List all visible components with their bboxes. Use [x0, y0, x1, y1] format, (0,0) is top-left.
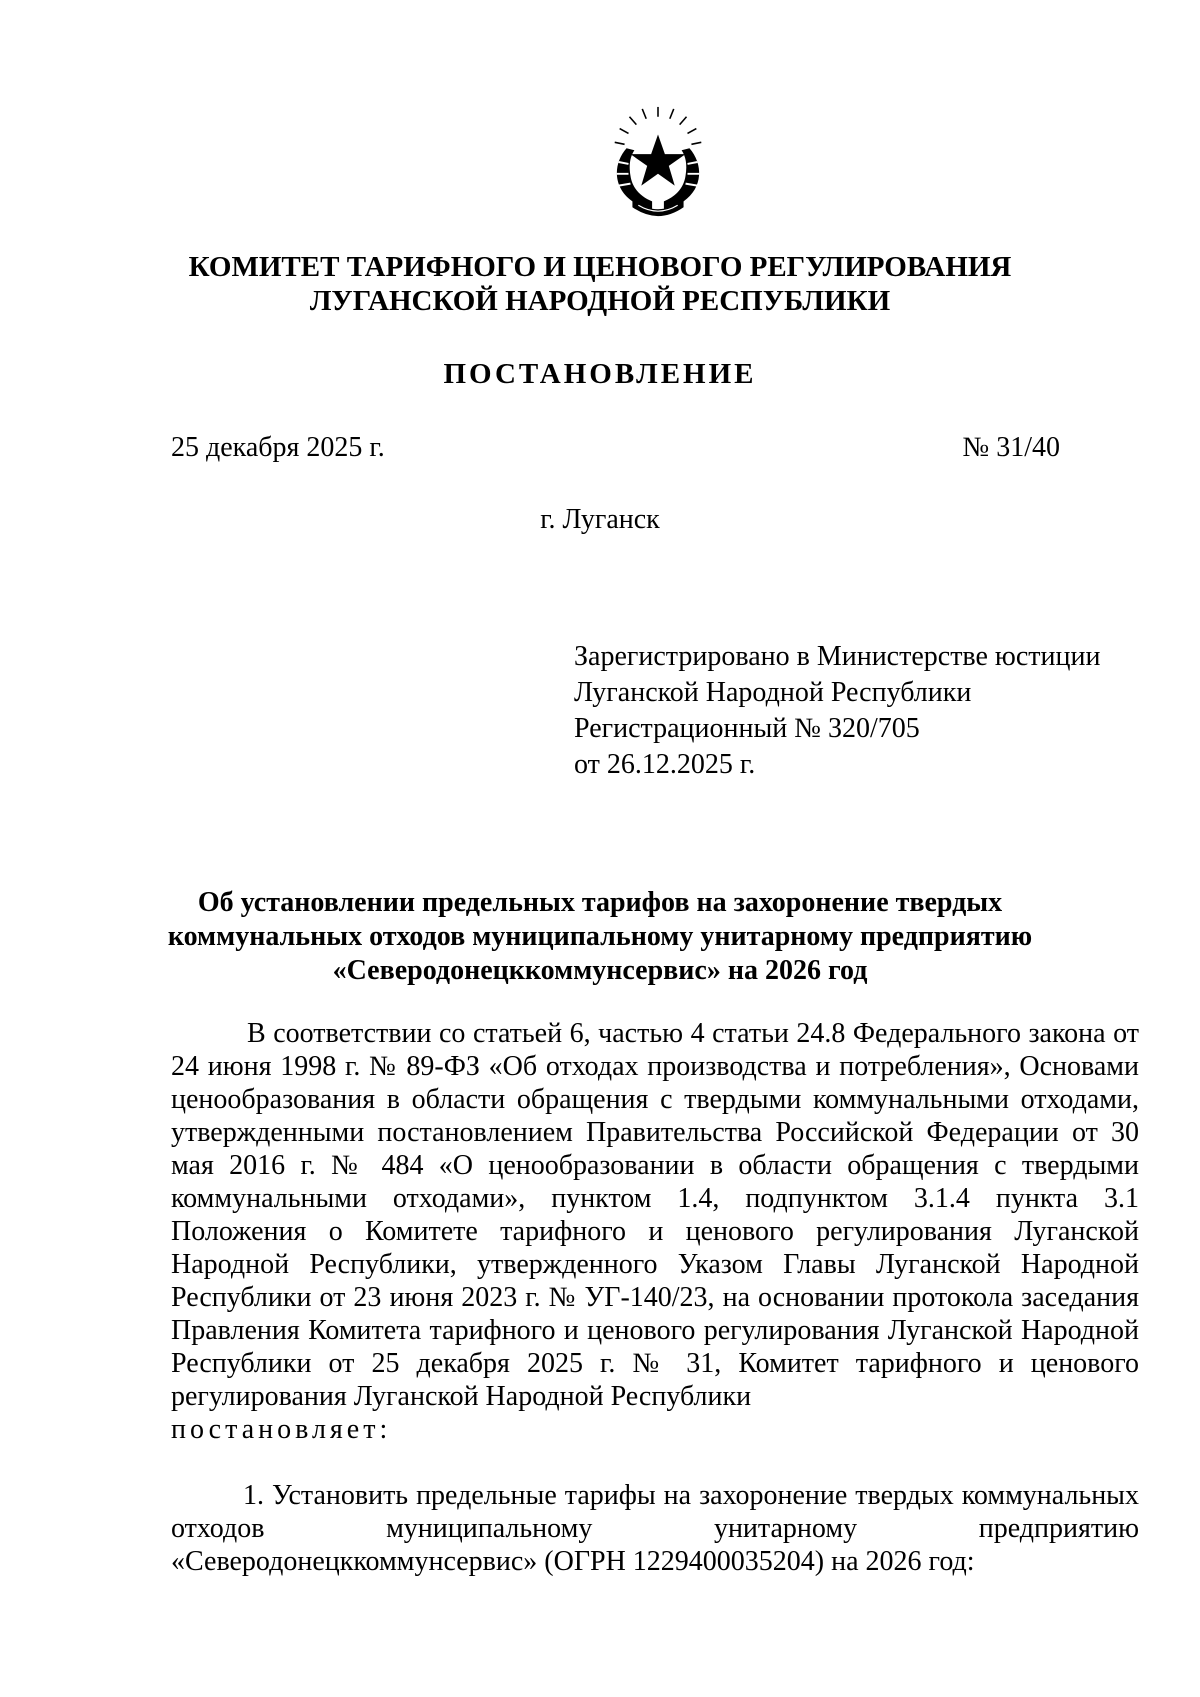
document-city: г. Луганск [540, 504, 660, 535]
registration-line2: Луганской Народной Республики [574, 677, 972, 708]
organization-title-line2: ЛУГАНСКОЙ НАРОДНОЙ РЕСПУБЛИКИ [309, 285, 891, 317]
organization-title [140, 250, 1060, 318]
registration-line1: Зарегистрировано в Министерстве юстиции [574, 641, 1101, 672]
preamble-text: В соответствии со статьей 6, частью 4 статьи 24.8 Федерального закона от 24 июня 1998 г. № 89-ФЗ «Об отходах производства и потребления», Основами ценообразования в области обращения с твердыми коммунальными отходами, утвержденными постановлением Правительства Российской Федерации от 30 мая 2016 г. № 484 «О ценообразовании в области обращения с твердыми коммунальными отходами», пунктом 1.4, подпунктом 3.1.4 пункта 3.1 Положения о Комитете тарифного и ценового регулирования Луганской Народной Республики, утвержденного Указом Главы Луганской Народной Республики от 23 июня 2023 г. № УГ-140/23, на основании протокола заседания Правления Комитета тарифного и ценового регулирования Луганской Народной Республики от 25 декабря 2025 г. № 31, Комитет тарифного и ценового регулирования Луганской Народной Республики [171, 1018, 1139, 1412]
registration-line3: Регистрационный № 320/705 [574, 713, 920, 744]
organization-title-line1: КОМИТЕТ ТАРИФНОГО И ЦЕНОВОГО РЕГУЛИРОВАНИЯ [188, 251, 1012, 283]
registration-line4: от 26.12.2025 г. [574, 749, 756, 780]
subject-line3: «Северодонецккоммунсервис» на 2026 год [332, 955, 868, 986]
preamble-paragraph [171, 1017, 1139, 1446]
document-number: № 31/40 [962, 432, 1060, 463]
resolves-word: постановляет: [171, 1414, 392, 1445]
document-type: ПОСТАНОВЛЕНИЕ [443, 358, 757, 390]
subject-line2: коммунальных отходов муниципальному унитарному предприятию [167, 921, 1033, 952]
registration-stamp [574, 639, 1100, 783]
coat-of-arms-emblem-icon [599, 103, 717, 221]
document-subject [140, 886, 1060, 988]
document-date: 25 декабря 2025 г. [171, 432, 385, 463]
subject-line1: Об установлении предельных тарифов на захоронение твердых [197, 887, 1003, 918]
item-1-paragraph: 1. Установить предельные тарифы на захоронение твердых коммунальных отходов муниципальному унитарному предприятию «Северодонецккоммунсервис» (ОГРН 1229400035204) на 2026 год: [171, 1480, 1139, 1577]
